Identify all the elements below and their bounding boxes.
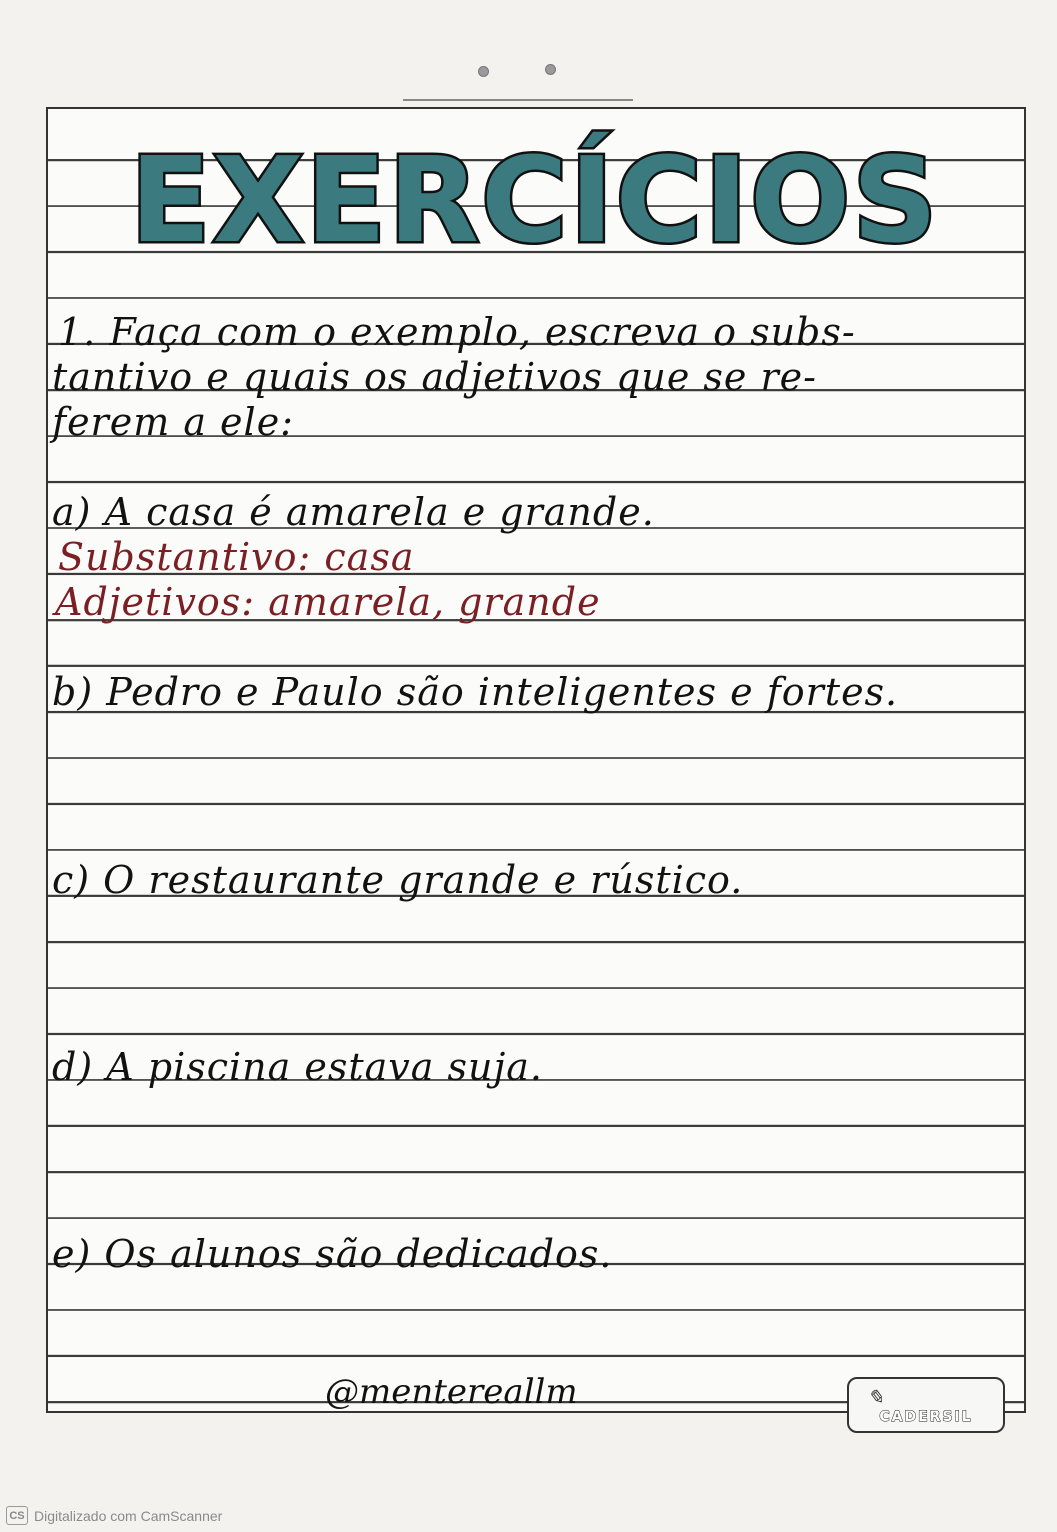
binder-hole-right	[545, 64, 556, 75]
instruction-line-3: ferem a ele:	[52, 400, 294, 444]
watermark-text: Digitalizado com CamScanner	[34, 1507, 223, 1524]
binder-hole-left	[478, 66, 489, 77]
brand-mark-icon: ✎	[867, 1385, 884, 1409]
item-c-sentence: c) O restaurante grande e rústico.	[52, 858, 744, 902]
item-a-noun-answer: Substantivo: casa	[58, 535, 415, 579]
instruction-line-2: tantivo e quais os adjetivos que se re-	[52, 355, 817, 399]
item-d-sentence: d) A piscina estava suja.	[52, 1045, 543, 1089]
page-title: EXERCÍCIOS	[130, 131, 940, 269]
lined-paper	[46, 107, 1026, 1413]
camscanner-icon: CS	[6, 1506, 28, 1525]
notebook-brand-logo	[847, 1377, 1005, 1433]
instruction-line-1: 1. Faça com o exemplo, escreva o subs-	[58, 310, 856, 354]
page-top-rule	[403, 99, 633, 101]
item-a-adjectives-answer: Adjetivos: amarela, grande	[55, 580, 601, 624]
scanner-watermark	[6, 1506, 222, 1525]
item-e-sentence: e) Os alunos são dedicados.	[52, 1232, 613, 1276]
author-handle: @mentereallm	[325, 1372, 578, 1412]
item-a-sentence: a) A casa é amarela e grande.	[52, 490, 655, 534]
item-b-sentence: b) Pedro e Paulo são inteligentes e fortes.	[52, 670, 899, 714]
brand-name: CADERSIL	[879, 1409, 973, 1425]
